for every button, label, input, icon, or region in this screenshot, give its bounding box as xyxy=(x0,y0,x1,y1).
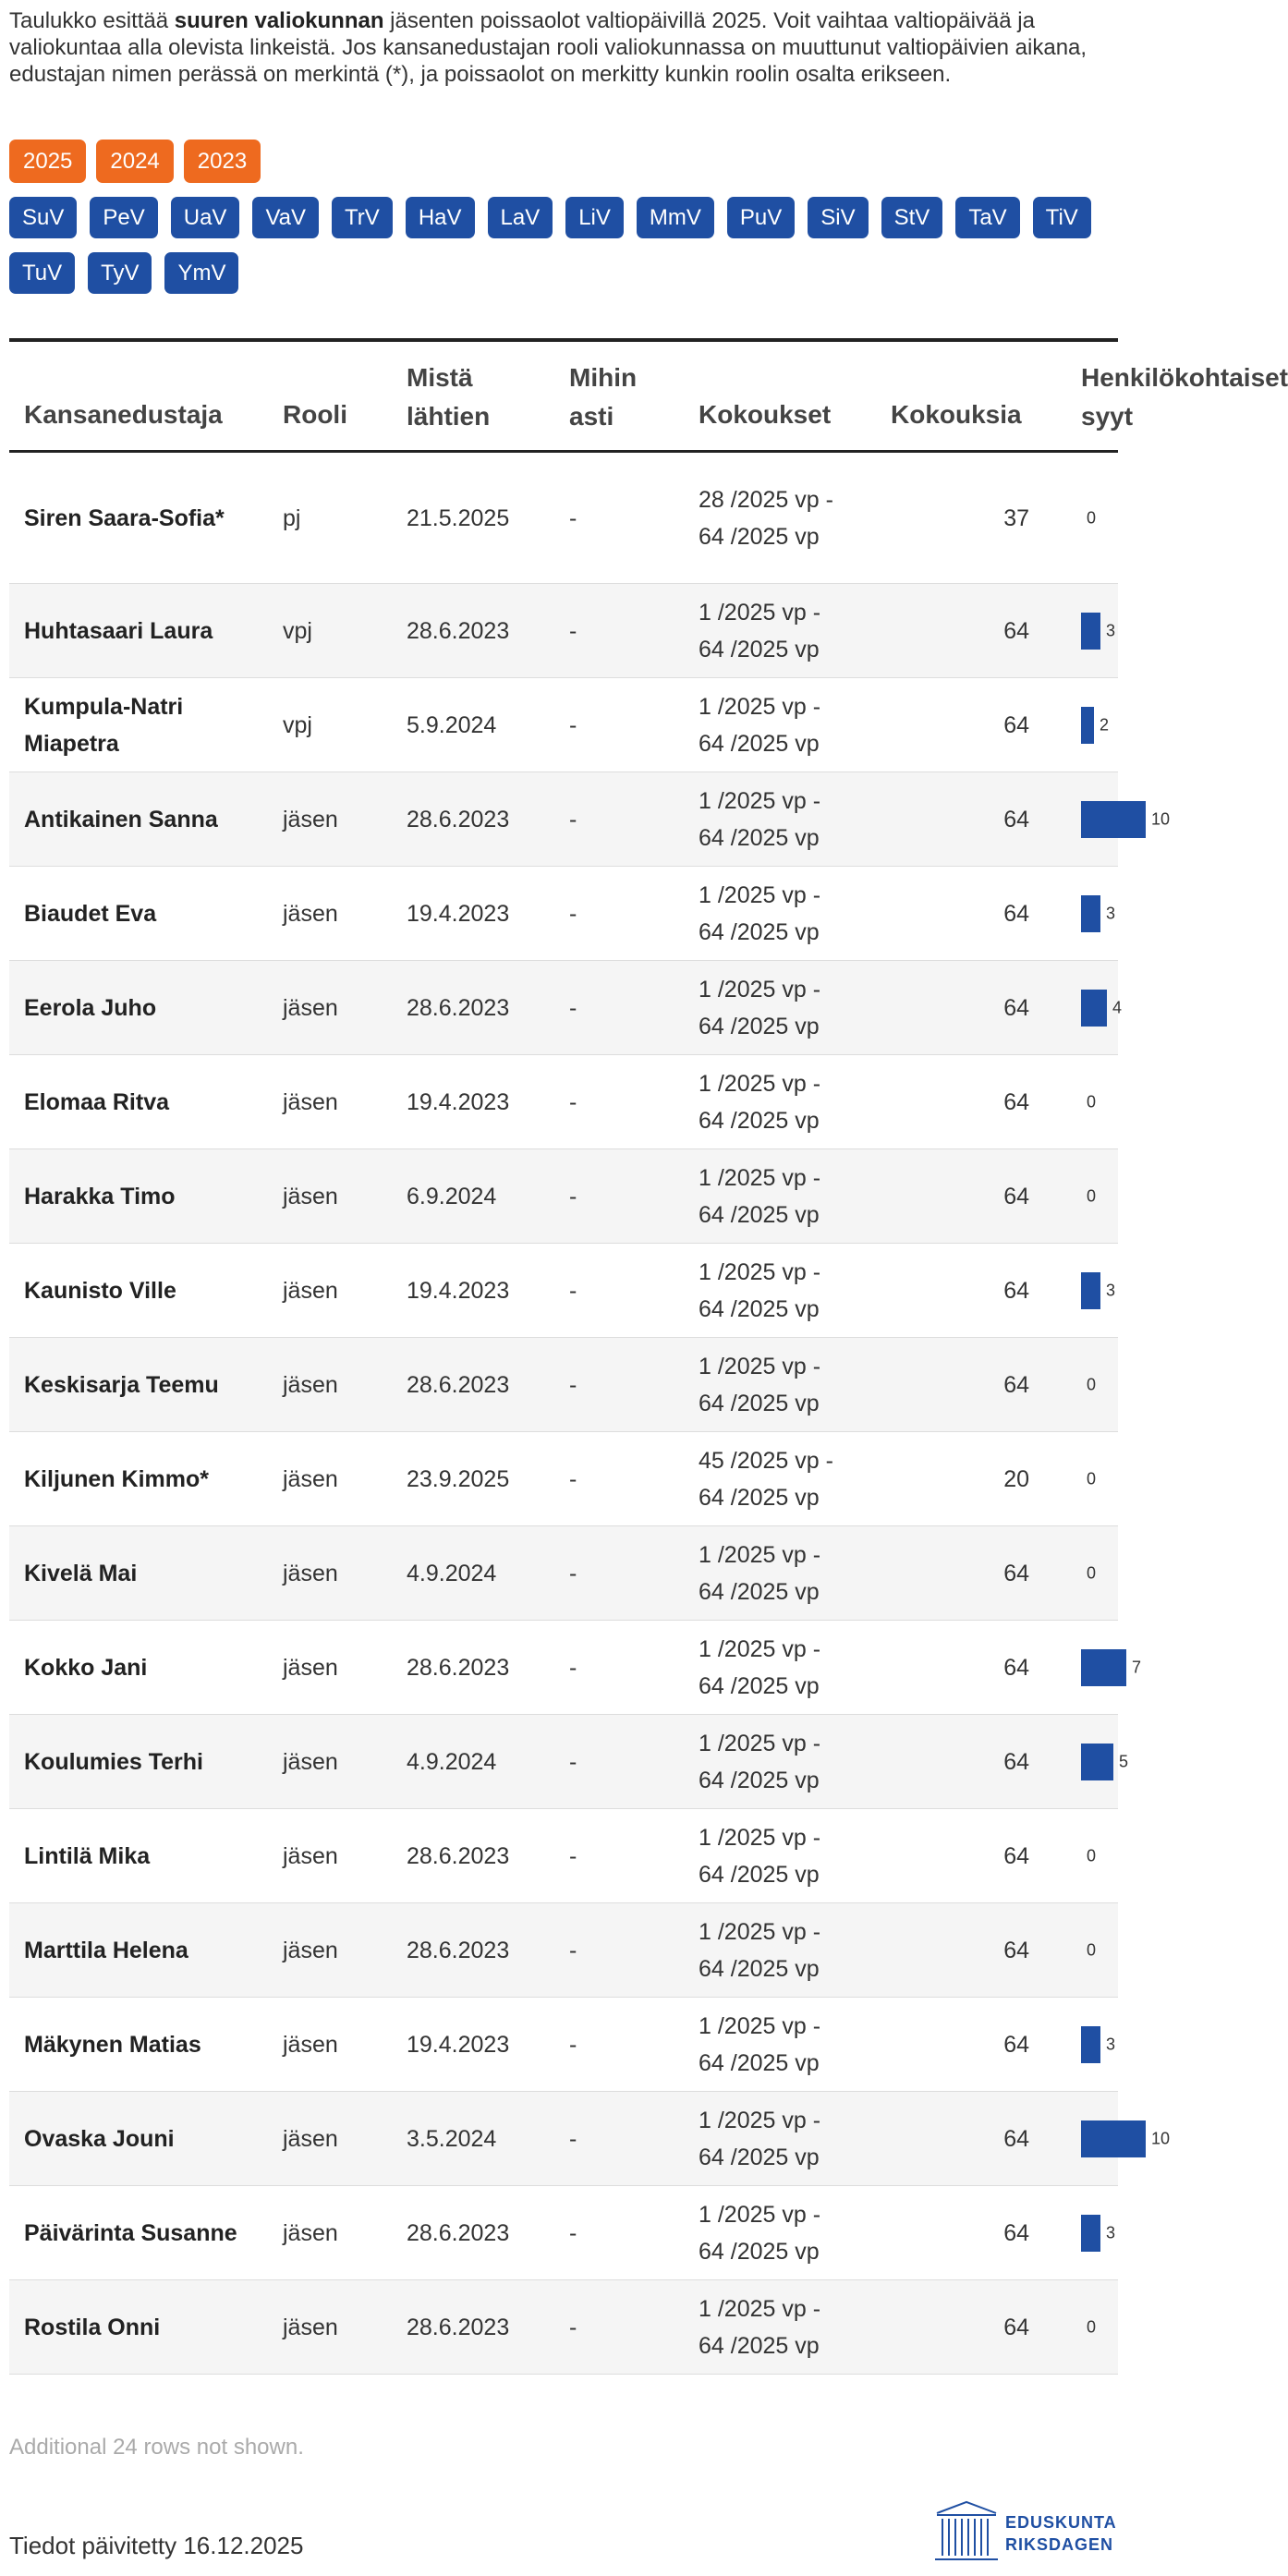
absence-value: 3 xyxy=(1106,2223,1116,2242)
header-count[interactable]: Kokouksia xyxy=(891,400,1022,429)
year-button-2025[interactable]: 2025 xyxy=(9,140,86,183)
cell-role: pj xyxy=(283,504,301,531)
cell-name: Mäkynen Matias xyxy=(24,2031,201,2058)
cell-role: jäsen xyxy=(283,1465,338,1492)
cell-to: - xyxy=(569,900,577,927)
absence-bar xyxy=(1081,2026,1100,2063)
cell-meetings: 1 /2025 vp - 64 /2025 vp xyxy=(699,881,821,945)
cell-meetings: 1 /2025 vp - 64 /2025 vp xyxy=(699,1730,821,1793)
cell-to: - xyxy=(569,1465,577,1492)
cell-meetings: 1 /2025 vp - 64 /2025 vp xyxy=(699,1918,821,1982)
header-to[interactable] xyxy=(569,358,637,436)
cell-from: 4.9.2024 xyxy=(407,1560,497,1586)
cell-name: Rostila Onni xyxy=(24,2314,161,2340)
cell-name: Biaudet Eva xyxy=(24,900,157,927)
absence-value: 0 xyxy=(1087,508,1097,527)
cell-role: jäsen xyxy=(283,2219,338,2246)
cell-meetings: 1 /2025 vp - 64 /2025 vp xyxy=(699,2107,821,2170)
cell-from: 28.6.2023 xyxy=(407,2314,510,2340)
cell-count: 64 xyxy=(1003,1937,1029,1963)
cell-role: jäsen xyxy=(283,806,338,832)
cell-to: - xyxy=(569,1183,577,1209)
table-row xyxy=(9,678,1118,772)
table-row xyxy=(9,584,1118,678)
cell-from: 19.4.2023 xyxy=(407,900,510,927)
cell-role: jäsen xyxy=(283,1937,338,1963)
cell-count: 64 xyxy=(1003,2031,1029,2058)
committee-button-siv[interactable]: SiV xyxy=(808,197,868,238)
cell-to: - xyxy=(569,806,577,832)
cell-count: 64 xyxy=(1003,2314,1029,2340)
cell-from: 6.9.2024 xyxy=(407,1183,497,1209)
cell-meetings: 45 /2025 vp - 64 /2025 vp xyxy=(699,1447,833,1511)
committee-button-uav[interactable]: UaV xyxy=(171,197,240,238)
header-to-line2: asti xyxy=(569,402,614,431)
cell-count: 64 xyxy=(1003,711,1029,738)
cell-name: Antikainen Sanna xyxy=(24,806,218,832)
cell-to: - xyxy=(569,1842,577,1869)
eduskunta-logo xyxy=(933,2498,1118,2563)
committee-button-trv[interactable]: TrV xyxy=(332,197,393,238)
table-row xyxy=(9,453,1118,584)
absence-table xyxy=(9,338,1288,2417)
committee-button-puv[interactable]: PuV xyxy=(727,197,795,238)
table-row xyxy=(9,867,1118,961)
absence-value: 3 xyxy=(1106,621,1116,639)
cell-to: - xyxy=(569,711,577,738)
cell-count: 64 xyxy=(1003,1088,1029,1115)
cell-name: Elomaa Ritva xyxy=(24,1088,170,1115)
absence-value: 2 xyxy=(1100,715,1110,734)
cell-meetings: 28 /2025 vp - 64 /2025 vp xyxy=(699,486,833,550)
year-button-2023[interactable]: 2023 xyxy=(184,140,261,183)
cell-role: jäsen xyxy=(283,1371,338,1398)
cell-meetings: 1 /2025 vp - 64 /2025 vp xyxy=(699,2012,821,2076)
table-row xyxy=(9,1715,1129,1809)
cell-meetings: 1 /2025 vp - 64 /2025 vp xyxy=(699,976,821,1039)
cell-from: 23.9.2025 xyxy=(407,1465,510,1492)
table-row xyxy=(9,1903,1118,1998)
table-row xyxy=(9,2280,1118,2375)
header-from-line1: Mistä xyxy=(407,363,473,392)
cell-meetings: 1 /2025 vp - 64 /2025 vp xyxy=(699,2201,821,2265)
intro-part2: jäsenten poissaolot valtiopäivillä 2025. Voit vaihtaa valtiopäivää ja valiokuntaa alla olevista linkeistä. Jos kansanedustajan rooli valiokunnassa on muuttunut valtiopäivien aikana, edustajan nimen perässä on merkintä (*), ja poissaolot on merkitty kunkin roolin osalta erikseen. xyxy=(9,8,1088,87)
cell-count: 64 xyxy=(1003,1183,1029,1209)
cell-to: - xyxy=(569,504,577,531)
intro-committee-name: suuren valiokunnan xyxy=(174,8,384,33)
cell-meetings: 1 /2025 vp - 64 /2025 vp xyxy=(699,2295,821,2359)
cell-meetings: 1 /2025 vp - 64 /2025 vp xyxy=(699,1258,821,1322)
cell-name: Kumpula-Natri Miapetra xyxy=(24,693,184,757)
cell-count: 64 xyxy=(1003,1654,1029,1681)
table-row xyxy=(9,1338,1118,1432)
cell-from: 19.4.2023 xyxy=(407,1277,510,1304)
table-row xyxy=(9,2186,1118,2280)
cell-to: - xyxy=(569,1088,577,1115)
cell-to: - xyxy=(569,1277,577,1304)
cell-to: - xyxy=(569,2219,577,2246)
cell-from: 28.6.2023 xyxy=(407,617,510,644)
cell-count: 64 xyxy=(1003,1371,1029,1398)
absence-value: 4 xyxy=(1112,998,1123,1016)
cell-name: Ovaska Jouni xyxy=(24,2125,175,2152)
cell-from: 28.6.2023 xyxy=(407,1842,510,1869)
committee-button-tiv[interactable]: TiV xyxy=(1033,197,1091,238)
cell-meetings: 1 /2025 vp - 64 /2025 vp xyxy=(699,693,821,757)
logo-text-sv: RIKSDAGEN xyxy=(1005,2535,1114,2554)
cell-meetings: 1 /2025 vp - 64 /2025 vp xyxy=(699,1541,821,1605)
absence-value: 0 xyxy=(1087,1940,1097,1959)
absence-value: 3 xyxy=(1106,904,1116,922)
absence-value: 3 xyxy=(1106,2035,1116,2053)
cell-to: - xyxy=(569,1560,577,1586)
cell-meetings: 1 /2025 vp - 64 /2025 vp xyxy=(699,1070,821,1134)
cell-name: Kiljunen Kimmo* xyxy=(24,1465,210,1492)
cell-role: jäsen xyxy=(283,1088,338,1115)
committee-button-stv[interactable]: StV xyxy=(881,197,943,238)
cell-from: 28.6.2023 xyxy=(407,806,510,832)
cell-from: 28.6.2023 xyxy=(407,1371,510,1398)
cell-name: Kokko Jani xyxy=(24,1654,148,1681)
cell-name: Huhtasaari Laura xyxy=(24,617,213,644)
intro-part1: Taulukko esittää xyxy=(9,8,175,33)
cell-count: 64 xyxy=(1003,1560,1029,1586)
year-selector xyxy=(9,140,271,183)
absence-bar xyxy=(1081,707,1094,744)
cell-name: Keskisarja Teemu xyxy=(24,1371,219,1398)
absence-bar xyxy=(1081,1272,1100,1309)
cell-meetings: 1 /2025 vp - 64 /2025 vp xyxy=(699,1353,821,1416)
committee-selector xyxy=(9,197,1127,294)
cell-role: jäsen xyxy=(283,1842,338,1869)
cell-to: - xyxy=(569,1937,577,1963)
absence-value: 0 xyxy=(1087,2317,1097,2336)
absence-bar xyxy=(1081,2120,1146,2157)
committee-button-mmv[interactable]: MmV xyxy=(637,197,714,238)
cell-name: Eerola Juho xyxy=(24,994,157,1021)
header-personal-line1: Henkilökohtaiset xyxy=(1081,363,1288,392)
absence-value: 5 xyxy=(1119,1752,1129,1770)
cell-from: 4.9.2024 xyxy=(407,1748,497,1775)
header-name[interactable]: Kansanedustaja xyxy=(24,400,223,429)
committee-button-tyv[interactable]: TyV xyxy=(88,252,152,294)
cell-from: 28.6.2023 xyxy=(407,1937,510,1963)
absence-value: 0 xyxy=(1087,1186,1097,1205)
cell-role: jäsen xyxy=(283,2314,338,2340)
cell-meetings: 1 /2025 vp - 64 /2025 vp xyxy=(699,1824,821,1888)
cell-meetings: 1 /2025 vp - 64 /2025 vp xyxy=(699,787,821,851)
absence-bar xyxy=(1081,1649,1126,1686)
header-role[interactable]: Rooli xyxy=(283,400,347,429)
committee-button-tuv[interactable]: TuV xyxy=(9,252,75,294)
cell-name: Kaunisto Ville xyxy=(24,1277,176,1304)
header-from[interactable] xyxy=(407,358,490,436)
header-meetings[interactable]: Kokoukset xyxy=(699,400,832,429)
cell-from: 28.6.2023 xyxy=(407,1654,510,1681)
cell-role: jäsen xyxy=(283,2031,338,2058)
absence-bar xyxy=(1081,895,1100,932)
cell-to: - xyxy=(569,617,577,644)
cell-count: 64 xyxy=(1003,1277,1029,1304)
absence-value: 0 xyxy=(1087,1469,1097,1488)
committee-button-hav[interactable]: HaV xyxy=(406,197,475,238)
table-row xyxy=(9,1149,1118,1244)
cell-role: jäsen xyxy=(283,900,338,927)
committee-button-tav[interactable]: TaV xyxy=(955,197,1019,238)
cell-count: 64 xyxy=(1003,2219,1029,2246)
cell-name: Harakka Timo xyxy=(24,1183,176,1209)
absence-value: 0 xyxy=(1087,1563,1097,1582)
cell-count: 64 xyxy=(1003,900,1029,927)
cell-name: Päivärinta Susanne xyxy=(24,2219,237,2246)
committee-button-vav[interactable]: VaV xyxy=(252,197,319,238)
table-row xyxy=(9,1432,1118,1526)
table-header xyxy=(9,338,1288,453)
table-row xyxy=(9,1244,1118,1338)
updated-date: Tiedot päivitetty 16.12.2025 xyxy=(9,2532,304,2559)
cell-to: - xyxy=(569,2125,577,2152)
cell-count: 64 xyxy=(1003,617,1029,644)
table-row xyxy=(9,961,1123,1055)
cell-count: 64 xyxy=(1003,1748,1029,1775)
logo-text-fi: EDUSKUNTA xyxy=(1005,2513,1117,2532)
cell-count: 20 xyxy=(1003,1465,1029,1492)
more-rows-note: Additional 24 rows not shown. xyxy=(9,2435,304,2460)
committee-button-lav[interactable]: LaV xyxy=(488,197,553,238)
intro-text xyxy=(9,7,1118,88)
table-row xyxy=(9,2092,1171,2186)
cell-to: - xyxy=(569,994,577,1021)
cell-name: Koulumies Terhi xyxy=(24,1748,204,1775)
cell-role: jäsen xyxy=(283,994,338,1021)
header-personal-line2: syyt xyxy=(1081,402,1134,431)
cell-to: - xyxy=(569,1654,577,1681)
committee-button-pev[interactable]: PeV xyxy=(90,197,157,238)
absence-value: 0 xyxy=(1087,1846,1097,1865)
year-button-2024[interactable]: 2024 xyxy=(96,140,173,183)
absence-bar xyxy=(1081,990,1107,1027)
cell-from: 28.6.2023 xyxy=(407,994,510,1021)
cell-role: jäsen xyxy=(283,1183,338,1209)
absence-bar xyxy=(1081,1744,1113,1780)
cell-count: 64 xyxy=(1003,806,1029,832)
table-row xyxy=(9,1998,1118,2092)
cell-count: 64 xyxy=(1003,994,1029,1021)
committee-button-suv[interactable]: SuV xyxy=(9,197,77,238)
table-row xyxy=(9,1526,1118,1621)
cell-from: 5.9.2024 xyxy=(407,711,497,738)
table-row xyxy=(9,1621,1142,1715)
cell-role: vpj xyxy=(283,617,312,644)
committee-button-liv[interactable]: LiV xyxy=(565,197,624,238)
cell-role: jäsen xyxy=(283,1560,338,1586)
cell-role: jäsen xyxy=(283,1277,338,1304)
cell-name: Siren Saara-Sofia* xyxy=(24,504,225,531)
cell-to: - xyxy=(569,2031,577,2058)
table-row xyxy=(9,772,1171,867)
cell-meetings: 1 /2025 vp - 64 /2025 vp xyxy=(699,1164,821,1228)
absence-bar xyxy=(1081,613,1100,650)
cell-from: 19.4.2023 xyxy=(407,1088,510,1115)
absence-bar xyxy=(1081,801,1146,838)
absence-value: 0 xyxy=(1087,1092,1097,1111)
cell-meetings: 1 /2025 vp - 64 /2025 vp xyxy=(699,599,821,662)
cell-role: jäsen xyxy=(283,1654,338,1681)
absence-value: 10 xyxy=(1151,809,1171,828)
table-body xyxy=(9,453,1171,2375)
cell-from: 19.4.2023 xyxy=(407,2031,510,2058)
cell-to: - xyxy=(569,1371,577,1398)
cell-role: jäsen xyxy=(283,2125,338,2152)
cell-to: - xyxy=(569,1748,577,1775)
parliament-building-icon xyxy=(933,2498,1000,2563)
header-personal-reasons[interactable] xyxy=(1081,358,1288,436)
cell-from: 28.6.2023 xyxy=(407,2219,510,2246)
committee-button-ymv[interactable]: YmV xyxy=(164,252,238,294)
cell-count: 37 xyxy=(1003,504,1029,531)
cell-from: 21.5.2025 xyxy=(407,504,510,531)
cell-role: jäsen xyxy=(283,1748,338,1775)
cell-from: 3.5.2024 xyxy=(407,2125,497,2152)
cell-meetings: 1 /2025 vp - 64 /2025 vp xyxy=(699,1635,821,1699)
cell-count: 64 xyxy=(1003,2125,1029,2152)
table-row xyxy=(9,1055,1118,1149)
cell-role: vpj xyxy=(283,711,312,738)
cell-count: 64 xyxy=(1003,1842,1029,1869)
table-row xyxy=(9,1809,1118,1903)
absence-value: 3 xyxy=(1106,1281,1116,1299)
header-from-line2: lähtien xyxy=(407,402,491,431)
cell-name: Kivelä Mai xyxy=(24,1560,138,1586)
cell-name: Marttila Helena xyxy=(24,1937,188,1963)
cell-name: Lintilä Mika xyxy=(24,1842,151,1869)
header-to-line1: Mihin xyxy=(569,363,638,392)
absence-value: 0 xyxy=(1087,1375,1097,1393)
cell-to: - xyxy=(569,2314,577,2340)
absence-value: 10 xyxy=(1151,2129,1171,2147)
absence-bar xyxy=(1081,2215,1100,2252)
absence-value: 7 xyxy=(1132,1658,1142,1676)
